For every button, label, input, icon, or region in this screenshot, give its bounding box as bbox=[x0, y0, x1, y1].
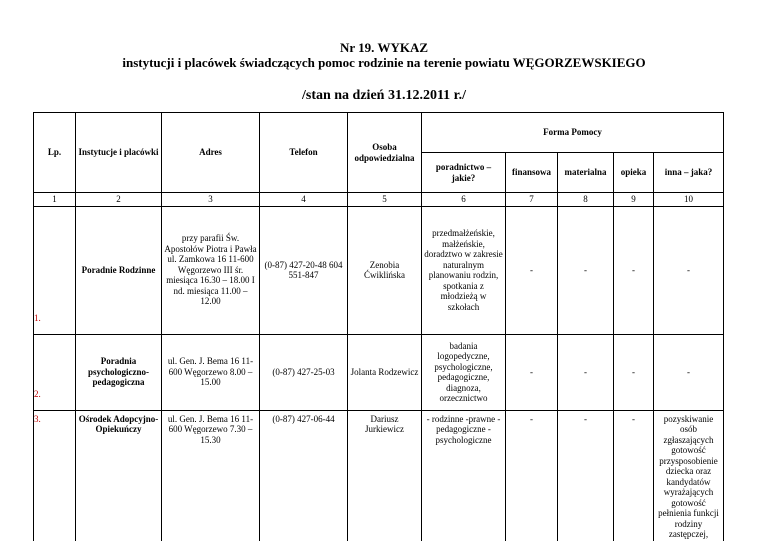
institution-phone: (0-87) 427-20-48 604 551-847 bbox=[260, 206, 348, 334]
col-number: 6 bbox=[422, 193, 506, 207]
financial-help: - bbox=[506, 410, 558, 541]
header-responsible-person: Osoba odpowiedzialna bbox=[348, 113, 422, 193]
table-row bbox=[34, 410, 724, 541]
document-subtitle: instytucji i placówek świadczących pomoc rodzinie na terenie powiatu WĘGORZEWSKIEGO bbox=[122, 55, 646, 70]
institution-address: ul. Gen. J. Bema 16 11-600 Węgorzewo 8.00 – 15.00 bbox=[162, 334, 260, 410]
other-help: pozyskiwanie osób zgłaszających gotowość przysposobienie dziecka oraz kandydatów wyrażających gotowość pełnienia funkcji rodziny zastępczej, bbox=[654, 410, 724, 541]
col-number: 4 bbox=[260, 193, 348, 207]
institution-address: przy parafii Św. Apostołów Piotra i Pawła ul. Zamkowa 16 11-600 Węgorzewo III śr. miesiąca 16.30 – 18.00 I nd. miesiąca 11.00 – 12.00 bbox=[162, 206, 260, 334]
material-help: - bbox=[558, 334, 614, 410]
responsible-person: Zenobia Ćwiklińska bbox=[348, 206, 422, 334]
header-care: opieka bbox=[614, 153, 654, 193]
col-number: 3 bbox=[162, 193, 260, 207]
institution-name: Ośrodek Adopcyjno-Opiekuńczy bbox=[76, 410, 162, 541]
counseling-type: badania logopedyczne, psychologiczne, pedagogiczne, diagnoza, orzecznictwo bbox=[422, 334, 506, 410]
header-other: inna – jaka? bbox=[654, 153, 724, 193]
material-help: - bbox=[558, 410, 614, 541]
other-help: - bbox=[654, 334, 724, 410]
document-title: Nr 19. WYKAZ bbox=[340, 40, 428, 55]
header-phone: Telefon bbox=[260, 113, 348, 193]
material-help: - bbox=[558, 206, 614, 334]
care-help: - bbox=[614, 334, 654, 410]
institution-phone: (0-87) 427-25-03 bbox=[260, 334, 348, 410]
other-help: - bbox=[654, 206, 724, 334]
institutions-table bbox=[33, 112, 724, 541]
header-financial: finansowa bbox=[506, 153, 558, 193]
col-number: 10 bbox=[654, 193, 724, 207]
row-number: 2. bbox=[34, 334, 76, 410]
counseling-type: przedmałżeńskie, małżeńskie, doradztwo w zakresie naturalnym planowaniu rodzin, spotkania z młodzieżą w szkołach bbox=[422, 206, 506, 334]
institution-name: Poradnie Rodzinne bbox=[76, 206, 162, 334]
header-institutions: Instytucje i placówki bbox=[76, 113, 162, 193]
header-material: materialna bbox=[558, 153, 614, 193]
counseling-type: - rodzinne -prawne - pedagogiczne -psychologiczne bbox=[422, 410, 506, 541]
header-row bbox=[34, 113, 724, 153]
table-row bbox=[34, 334, 724, 410]
header-counseling: poradnictwo – jakie? bbox=[422, 153, 506, 193]
col-number: 8 bbox=[558, 193, 614, 207]
care-help: - bbox=[614, 410, 654, 541]
header-address: Adres bbox=[162, 113, 260, 193]
column-number-row bbox=[34, 193, 724, 207]
col-number: 1 bbox=[34, 193, 76, 207]
col-number: 7 bbox=[506, 193, 558, 207]
financial-help: - bbox=[506, 334, 558, 410]
responsible-person: Dariusz Jurkiewicz bbox=[348, 410, 422, 541]
col-number: 9 bbox=[614, 193, 654, 207]
table-row bbox=[34, 206, 724, 334]
header-lp: Lp. bbox=[34, 113, 76, 193]
institution-name: Poradnia psychologiczno-pedagogiczna bbox=[76, 334, 162, 410]
row-number: 3. bbox=[34, 410, 76, 541]
col-number: 5 bbox=[348, 193, 422, 207]
care-help: - bbox=[614, 206, 654, 334]
document-date: /stan na dzień 31.12.2011 r./ bbox=[301, 88, 466, 103]
col-number: 2 bbox=[76, 193, 162, 207]
financial-help: - bbox=[506, 206, 558, 334]
responsible-person: Jolanta Rodzewicz bbox=[348, 334, 422, 410]
header-form-of-help: Forma Pomocy bbox=[422, 113, 724, 153]
institution-phone: (0-87) 427-06-44 bbox=[260, 410, 348, 541]
institution-address: ul. Gen. J. Bema 16 11-600 Węgorzewo 7.30 – 15.30 bbox=[162, 410, 260, 541]
row-number: 1. bbox=[34, 206, 76, 334]
